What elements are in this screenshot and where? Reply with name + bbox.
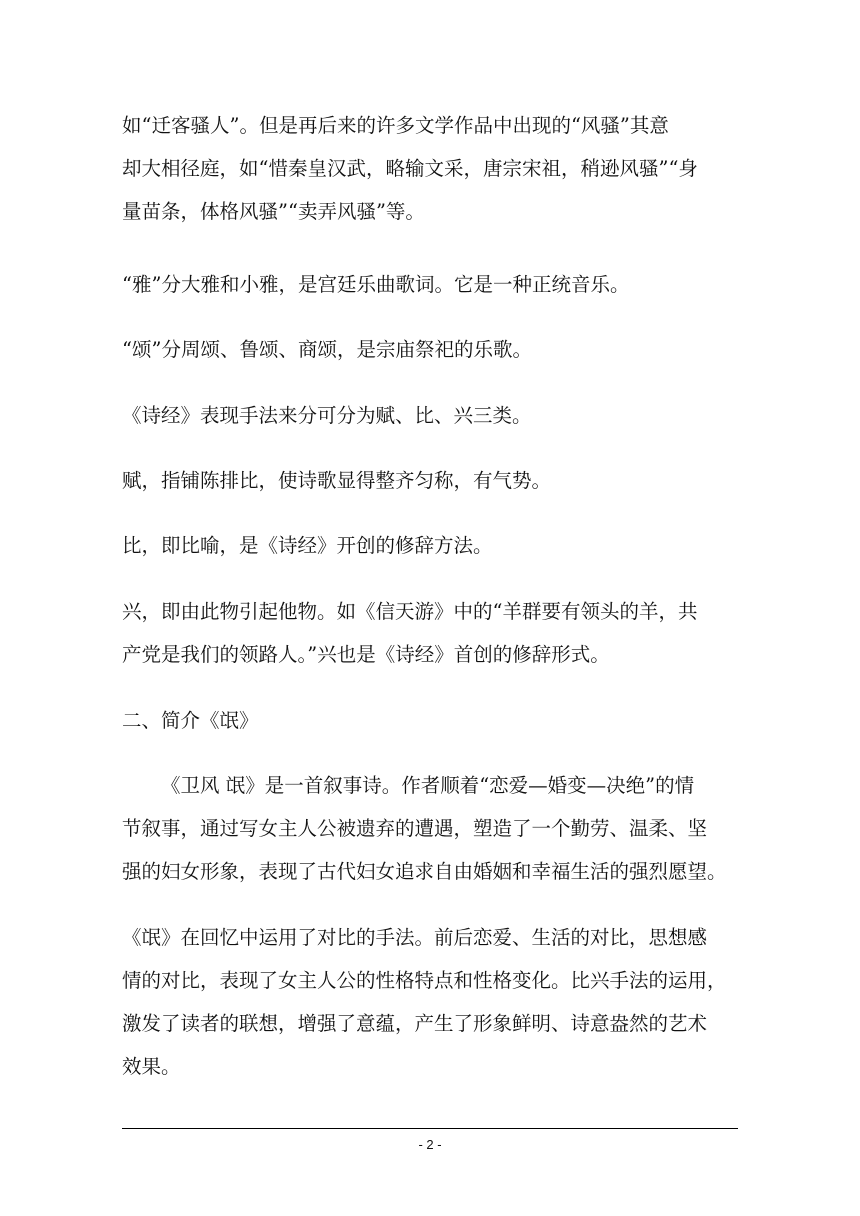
text-line: “颂”分周颂、鲁颂、商颂，是宗庙祭祀的乐歌。 <box>122 338 532 361</box>
section-heading <box>122 699 742 742</box>
text-line: 强的妇女形象，表现了古代妇女追求自由婚姻和幸福生活的强烈愿望。 <box>122 860 727 883</box>
footer-divider <box>122 1128 738 1129</box>
text-line: 如“迁客骚人”。但是再后来的许多文学作品中出现的“风骚”其意 <box>122 114 669 137</box>
paragraph-contrast <box>122 916 742 1088</box>
heading-text: 二、简介《氓》 <box>122 709 259 732</box>
page-number: - 2 - <box>418 1137 442 1152</box>
text-line: 兴，即由此物引起他物。如《信天游》中的“羊群要有领头的羊，共 <box>122 600 698 623</box>
paragraph-techniques <box>122 394 742 437</box>
text-line: 《卫风 氓》是一首叙事诗。作者顺着“恋爱—婚变—决绝”的情 <box>161 774 695 797</box>
paragraph-fu <box>122 459 742 502</box>
text-line: 量苗条，体格风骚”“卖弄风骚”等。 <box>122 200 425 223</box>
paragraph-xing <box>122 590 742 676</box>
text-line: 赋，指铺陈排比，使诗歌显得整齐匀称，有气势。 <box>122 469 552 492</box>
paragraph-bi <box>122 524 742 567</box>
text-line: 节叙事，通过写女主人公被遗弃的遭遇，塑造了一个勤劳、温柔、坚 <box>122 817 708 840</box>
text-line: 却大相径庭，如“惜秦皇汉武，略输文采，唐宗宋祖，稍逊风骚”“身 <box>122 157 698 180</box>
paragraph-weifeng-meng <box>122 764 742 893</box>
paragraph-song <box>122 328 742 371</box>
text-line: 比，即比喻，是《诗经》开创的修辞方法。 <box>122 534 493 557</box>
paragraph-ya <box>122 263 742 306</box>
text-line: 激发了读者的联想，增强了意蕴，产生了形象鲜明、诗意盎然的艺术 <box>122 1012 708 1035</box>
text-line: 产党是我们的领路人。”兴也是《诗经》首创的修辞形式。 <box>122 643 610 666</box>
text-line: 效果。 <box>122 1055 181 1078</box>
text-line: 《诗经》表现手法来分可分为赋、比、兴三类。 <box>122 404 532 427</box>
paragraph-fengsao <box>122 104 742 233</box>
text-line: 情的对比，表现了女主人公的性格特点和性格变化。比兴手法的运用， <box>122 969 727 992</box>
text-line: “雅”分大雅和小雅，是宫廷乐曲歌词。它是一种正统音乐。 <box>122 273 630 296</box>
text-line: 《氓》在回忆中运用了对比的手法。前后恋爱、生活的对比，思想感 <box>122 926 708 949</box>
